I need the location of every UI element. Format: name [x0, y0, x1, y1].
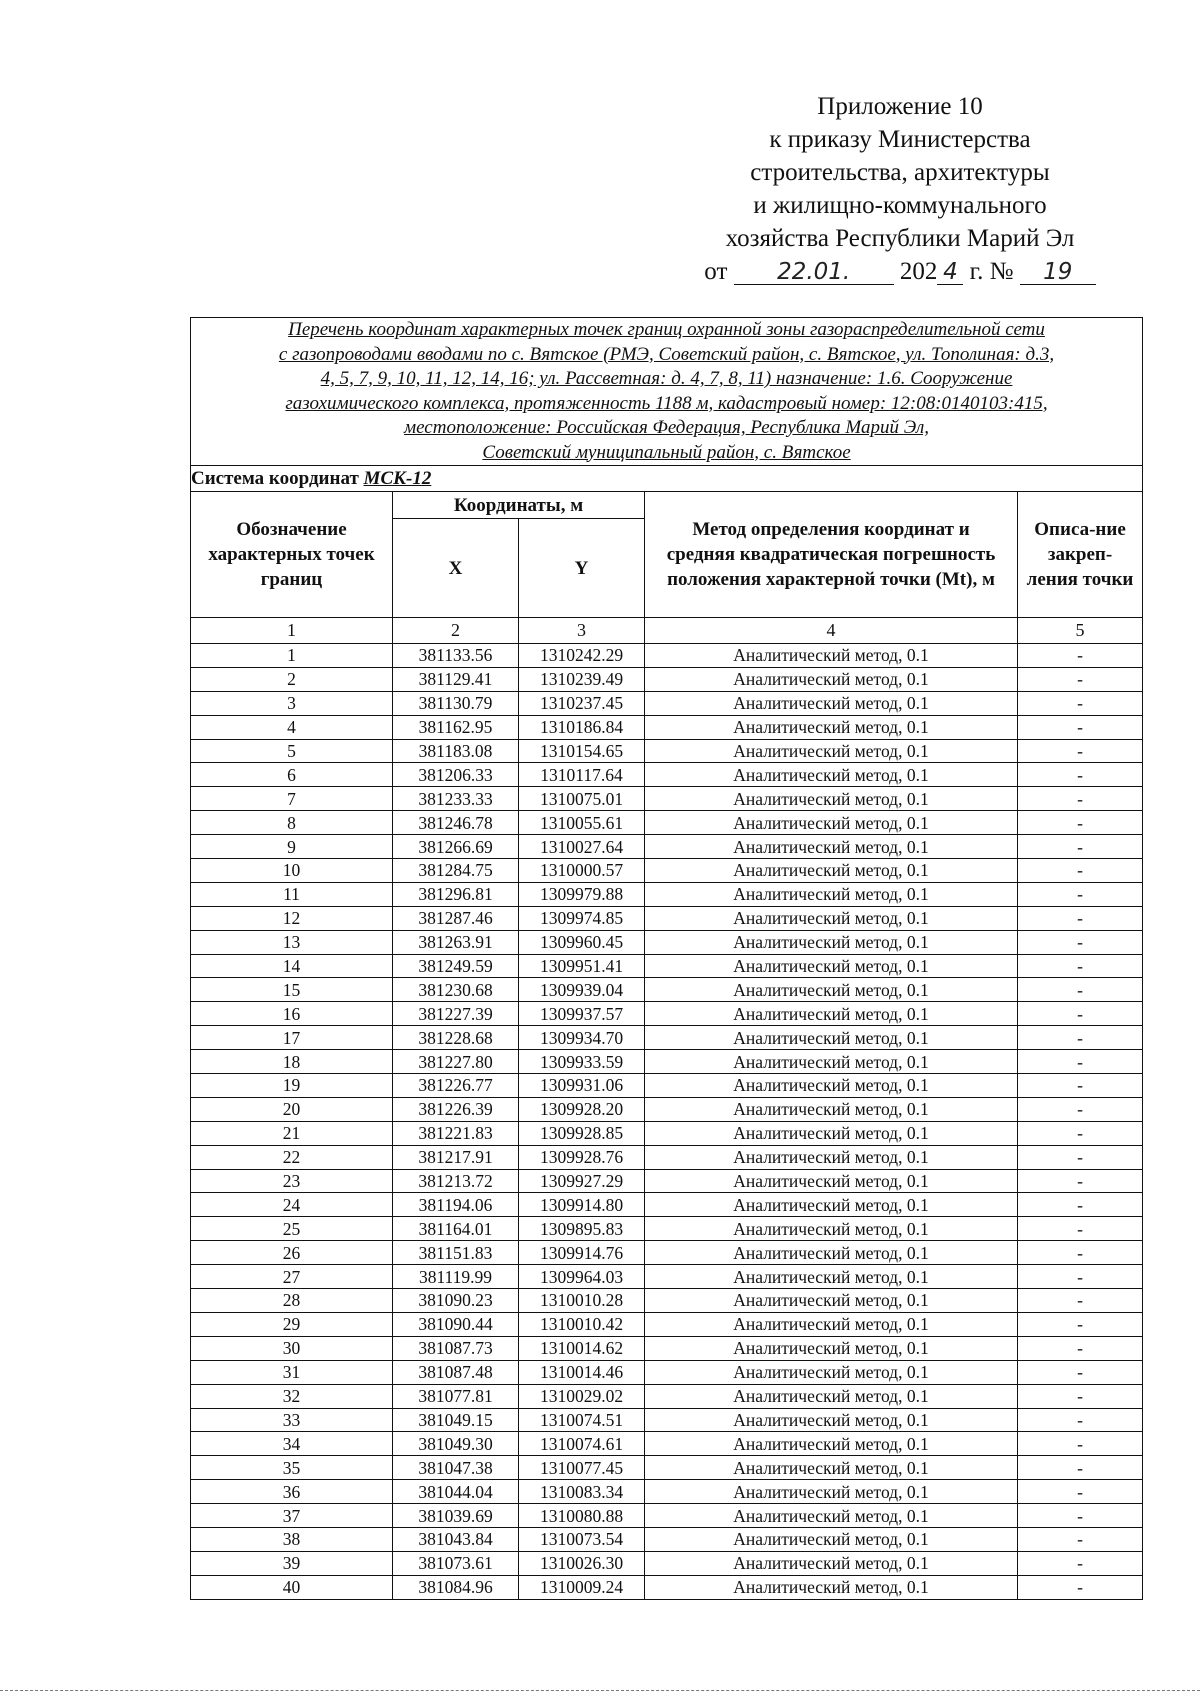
- handwritten-order-number: 19: [1020, 260, 1096, 285]
- table-row: [191, 978, 1143, 1002]
- coordinate-x: 381227.39: [393, 1002, 519, 1026]
- description: -: [1018, 882, 1143, 906]
- table-row: [191, 1193, 1143, 1217]
- title-line: газохимического комплекса, протяженность 1188 м, кадастровый номер: 12:08:0140103:415,: [285, 392, 1048, 414]
- coordinate-x: 381296.81: [393, 882, 519, 906]
- method: Аналитический метод, 0.1: [645, 882, 1018, 906]
- col-header-coordinates: Координаты, м: [393, 492, 645, 519]
- table-row: [191, 954, 1143, 978]
- description: -: [1018, 1074, 1143, 1098]
- coordinate-x: 381087.73: [393, 1336, 519, 1360]
- coordinate-y: 1309927.29: [519, 1169, 645, 1193]
- point-number: 15: [191, 978, 393, 1002]
- method: Аналитический метод, 0.1: [645, 1312, 1018, 1336]
- table-row: [191, 1241, 1143, 1265]
- header-line: к приказу Министерства: [769, 126, 1031, 153]
- point-number: 31: [191, 1360, 393, 1384]
- description: -: [1018, 978, 1143, 1002]
- table-row: [191, 906, 1143, 930]
- coordinate-y: 1310154.65: [519, 739, 645, 763]
- table-row: [191, 1551, 1143, 1575]
- method: Аналитический метод, 0.1: [645, 1241, 1018, 1265]
- coordinate-x: 381090.23: [393, 1289, 519, 1313]
- column-number-row: [191, 618, 1143, 644]
- description: -: [1018, 1336, 1143, 1360]
- description: -: [1018, 667, 1143, 691]
- coordinate-system-label: Система координат: [191, 467, 359, 489]
- point-number: 38: [191, 1527, 393, 1551]
- point-number: 2: [191, 667, 393, 691]
- method: Аналитический метод, 0.1: [645, 1527, 1018, 1551]
- coordinate-y: 1310074.61: [519, 1432, 645, 1456]
- title-line: местоположение: Российская Федерация, Республика Марий Эл,: [404, 417, 930, 438]
- method: Аналитический метод, 0.1: [645, 1026, 1018, 1050]
- header-line: строительства, архитектуры: [750, 159, 1050, 186]
- number-prefix: г. №: [969, 258, 1014, 285]
- header-line: хозяйства Республики Марий Эл: [725, 225, 1075, 252]
- coordinate-y: 1310077.45: [519, 1456, 645, 1480]
- coordinate-x: 381119.99: [393, 1265, 519, 1289]
- coordinate-x: 381049.15: [393, 1408, 519, 1432]
- column-number: 3: [519, 618, 645, 644]
- coordinate-system: [191, 466, 1143, 492]
- table-row: [191, 1145, 1143, 1169]
- coordinate-x: 381228.68: [393, 1026, 519, 1050]
- method: Аналитический метод, 0.1: [645, 644, 1018, 668]
- description: -: [1018, 1026, 1143, 1050]
- title-line: Советский муниципальный район, с. Вятское: [482, 441, 851, 463]
- coordinate-x: 381090.44: [393, 1312, 519, 1336]
- table-row: [191, 667, 1143, 691]
- method: Аналитический метод, 0.1: [645, 667, 1018, 691]
- description: -: [1018, 1527, 1143, 1551]
- method: Аналитический метод, 0.1: [645, 1002, 1018, 1026]
- description: -: [1018, 1050, 1143, 1074]
- description: -: [1018, 763, 1143, 787]
- table-row: [191, 1336, 1143, 1360]
- coordinate-x: 381044.04: [393, 1480, 519, 1504]
- coordinate-x: 381249.59: [393, 954, 519, 978]
- table-row: [191, 1217, 1143, 1241]
- point-number: 16: [191, 1002, 393, 1026]
- point-number: 12: [191, 906, 393, 930]
- coordinate-y: 1309928.85: [519, 1121, 645, 1145]
- description: -: [1018, 1169, 1143, 1193]
- description: -: [1018, 691, 1143, 715]
- coordinate-x: 381073.61: [393, 1551, 519, 1575]
- title-line: Перечень координат характерных точек границ охранной зоны газораспределительной сети: [288, 319, 1045, 340]
- description: -: [1018, 787, 1143, 811]
- header-line: Приложение 10: [817, 93, 983, 120]
- description: -: [1018, 1265, 1143, 1289]
- table-row: [191, 1408, 1143, 1432]
- coordinate-x: 381039.69: [393, 1504, 519, 1528]
- method: Аналитический метод, 0.1: [645, 954, 1018, 978]
- coordinate-y: 1309914.76: [519, 1241, 645, 1265]
- method: Аналитический метод, 0.1: [645, 715, 1018, 739]
- coordinate-y: 1310026.30: [519, 1551, 645, 1575]
- point-number: 40: [191, 1575, 393, 1599]
- description: -: [1018, 930, 1143, 954]
- coordinate-x: 381266.69: [393, 835, 519, 859]
- table-row: [191, 1575, 1143, 1599]
- method: Аналитический метод, 0.1: [645, 691, 1018, 715]
- coordinate-x: 381151.83: [393, 1241, 519, 1265]
- coordinate-x: 381162.95: [393, 715, 519, 739]
- coordinate-x: 381084.96: [393, 1575, 519, 1599]
- table-row: [191, 1050, 1143, 1074]
- coordinate-y: 1309931.06: [519, 1074, 645, 1098]
- method: Аналитический метод, 0.1: [645, 1504, 1018, 1528]
- coordinate-y: 1309979.88: [519, 882, 645, 906]
- col-header-x: X: [393, 519, 519, 618]
- table-row: [191, 930, 1143, 954]
- column-number: 5: [1018, 618, 1143, 644]
- col-header-point: Обозначение характерных точек границ: [191, 492, 393, 618]
- coordinate-x: 381049.30: [393, 1432, 519, 1456]
- table-row: [191, 763, 1143, 787]
- coordinate-y: 1310242.29: [519, 644, 645, 668]
- coordinate-y: 1310117.64: [519, 763, 645, 787]
- coordinate-y: 1310239.49: [519, 667, 645, 691]
- column-number: 2: [393, 618, 519, 644]
- column-number: 4: [645, 618, 1018, 644]
- method: Аналитический метод, 0.1: [645, 787, 1018, 811]
- coordinate-y: 1309934.70: [519, 1026, 645, 1050]
- description: -: [1018, 906, 1143, 930]
- point-number: 24: [191, 1193, 393, 1217]
- point-number: 18: [191, 1050, 393, 1074]
- coordinate-y: 1309933.59: [519, 1050, 645, 1074]
- description: -: [1018, 1145, 1143, 1169]
- coordinate-y: 1310073.54: [519, 1527, 645, 1551]
- point-number: 9: [191, 835, 393, 859]
- coordinate-y: 1309928.76: [519, 1145, 645, 1169]
- description: -: [1018, 1360, 1143, 1384]
- description: -: [1018, 1002, 1143, 1026]
- description: -: [1018, 1312, 1143, 1336]
- coordinate-y: 1310014.46: [519, 1360, 645, 1384]
- title-line: 4, 5, 7, 9, 10, 11, 12, 14, 16; ул. Рассветная: д. 4, 7, 8, 11) назначение: 1.6. Сооружение: [320, 368, 1013, 389]
- table-row: [191, 859, 1143, 883]
- coordinate-x: 381221.83: [393, 1121, 519, 1145]
- description: -: [1018, 859, 1143, 883]
- description: -: [1018, 954, 1143, 978]
- coordinate-system-value: МСК-12: [363, 467, 432, 489]
- point-number: 4: [191, 715, 393, 739]
- coordinate-y: 1309895.83: [519, 1217, 645, 1241]
- method: Аналитический метод, 0.1: [645, 1360, 1018, 1384]
- coordinate-x: 381043.84: [393, 1527, 519, 1551]
- method: Аналитический метод, 0.1: [645, 1575, 1018, 1599]
- point-number: 20: [191, 1097, 393, 1121]
- method: Аналитический метод, 0.1: [645, 859, 1018, 883]
- table-row: [191, 1002, 1143, 1026]
- description: -: [1018, 1097, 1143, 1121]
- method: Аналитический метод, 0.1: [645, 1169, 1018, 1193]
- coordinate-x: 381087.48: [393, 1360, 519, 1384]
- description: -: [1018, 739, 1143, 763]
- coordinate-x: 381164.01: [393, 1217, 519, 1241]
- column-number: 1: [191, 618, 393, 644]
- date-prefix: от: [704, 258, 728, 285]
- col-header-y: Y: [519, 519, 645, 618]
- point-number: 36: [191, 1480, 393, 1504]
- table-row: [191, 1121, 1143, 1145]
- table-row: [191, 691, 1143, 715]
- handwritten-date: 22.01.: [734, 260, 894, 285]
- point-number: 25: [191, 1217, 393, 1241]
- point-number: 8: [191, 811, 393, 835]
- coordinates-table: [190, 317, 1143, 1600]
- point-number: 32: [191, 1384, 393, 1408]
- table-row: [191, 787, 1143, 811]
- coordinate-x: 381263.91: [393, 930, 519, 954]
- point-number: 33: [191, 1408, 393, 1432]
- coordinate-y: 1310075.01: [519, 787, 645, 811]
- coordinate-y: 1310029.02: [519, 1384, 645, 1408]
- appendix-header: [690, 90, 1110, 288]
- coordinate-y: 1309964.03: [519, 1265, 645, 1289]
- title-line: с газопроводами вводами по с. Вятское (РМЭ, Советский район, с. Вятское, ул. Тополиная: д.3,: [278, 343, 1055, 365]
- table-row: [191, 1074, 1143, 1098]
- method: Аналитический метод, 0.1: [645, 835, 1018, 859]
- coordinate-x: 381077.81: [393, 1384, 519, 1408]
- table-row: [191, 1265, 1143, 1289]
- description: -: [1018, 715, 1143, 739]
- method: Аналитический метод, 0.1: [645, 1432, 1018, 1456]
- coordinate-x: 381206.33: [393, 763, 519, 787]
- coordinate-y: 1310083.34: [519, 1480, 645, 1504]
- coordinate-y: 1310074.51: [519, 1408, 645, 1432]
- coordinate-x: 381246.78: [393, 811, 519, 835]
- coordinate-x: 381230.68: [393, 978, 519, 1002]
- point-number: 13: [191, 930, 393, 954]
- coordinate-y: 1310237.45: [519, 691, 645, 715]
- coordinate-x: 381287.46: [393, 906, 519, 930]
- table-row: [191, 1432, 1143, 1456]
- table-row: [191, 644, 1143, 668]
- method: Аналитический метод, 0.1: [645, 978, 1018, 1002]
- coordinate-y: 1309914.80: [519, 1193, 645, 1217]
- coordinate-x: 381129.41: [393, 667, 519, 691]
- table-row: [191, 1360, 1143, 1384]
- table-title: [191, 318, 1143, 466]
- order-date-line: [690, 255, 1110, 288]
- description: -: [1018, 835, 1143, 859]
- point-number: 1: [191, 644, 393, 668]
- point-number: 19: [191, 1074, 393, 1098]
- method: Аналитический метод, 0.1: [645, 1289, 1018, 1313]
- coordinate-y: 1310027.64: [519, 835, 645, 859]
- table-row: [191, 811, 1143, 835]
- description: -: [1018, 1384, 1143, 1408]
- description: -: [1018, 1480, 1143, 1504]
- coordinate-x: 381227.80: [393, 1050, 519, 1074]
- method: Аналитический метод, 0.1: [645, 930, 1018, 954]
- coordinate-x: 381233.33: [393, 787, 519, 811]
- coordinate-x: 381226.39: [393, 1097, 519, 1121]
- description: -: [1018, 1575, 1143, 1599]
- table-row: [191, 1504, 1143, 1528]
- table-body: [191, 644, 1143, 1600]
- description: -: [1018, 1504, 1143, 1528]
- method: Аналитический метод, 0.1: [645, 1097, 1018, 1121]
- method: Аналитический метод, 0.1: [645, 1456, 1018, 1480]
- method: Аналитический метод, 0.1: [645, 1551, 1018, 1575]
- point-number: 30: [191, 1336, 393, 1360]
- point-number: 6: [191, 763, 393, 787]
- point-number: 14: [191, 954, 393, 978]
- point-number: 5: [191, 739, 393, 763]
- table-row: [191, 715, 1143, 739]
- table-row: [191, 1384, 1143, 1408]
- table-row: [191, 739, 1143, 763]
- table-row: [191, 1527, 1143, 1551]
- coordinate-y: 1310009.24: [519, 1575, 645, 1599]
- point-number: 39: [191, 1551, 393, 1575]
- coordinate-x: 381194.06: [393, 1193, 519, 1217]
- coordinate-y: 1309974.85: [519, 906, 645, 930]
- header-line: и жилищно-коммунального: [753, 192, 1047, 219]
- table-row: [191, 1289, 1143, 1313]
- point-number: 11: [191, 882, 393, 906]
- coordinate-y: 1310010.42: [519, 1312, 645, 1336]
- method: Аналитический метод, 0.1: [645, 1145, 1018, 1169]
- description: -: [1018, 1456, 1143, 1480]
- coordinate-y: 1309951.41: [519, 954, 645, 978]
- coordinate-x: 381047.38: [393, 1456, 519, 1480]
- method: Аналитический метод, 0.1: [645, 906, 1018, 930]
- table-row: [191, 1312, 1143, 1336]
- point-number: 35: [191, 1456, 393, 1480]
- coordinate-y: 1309928.20: [519, 1097, 645, 1121]
- coordinate-y: 1310010.28: [519, 1289, 645, 1313]
- point-number: 17: [191, 1026, 393, 1050]
- point-number: 26: [191, 1241, 393, 1265]
- description: -: [1018, 1289, 1143, 1313]
- table-row: [191, 1097, 1143, 1121]
- description: -: [1018, 1551, 1143, 1575]
- method: Аналитический метод, 0.1: [645, 1050, 1018, 1074]
- page-bottom-rule: [0, 1690, 1200, 1691]
- point-number: 37: [191, 1504, 393, 1528]
- point-number: 22: [191, 1145, 393, 1169]
- method: Аналитический метод, 0.1: [645, 739, 1018, 763]
- coordinate-y: 1310080.88: [519, 1504, 645, 1528]
- method: Аналитический метод, 0.1: [645, 1121, 1018, 1145]
- coordinate-y: 1309937.57: [519, 1002, 645, 1026]
- table-row: [191, 1169, 1143, 1193]
- table-row: [191, 1456, 1143, 1480]
- point-number: 21: [191, 1121, 393, 1145]
- point-number: 27: [191, 1265, 393, 1289]
- method: Аналитический метод, 0.1: [645, 1193, 1018, 1217]
- description: -: [1018, 1432, 1143, 1456]
- coordinate-x: 381133.56: [393, 644, 519, 668]
- description: -: [1018, 644, 1143, 668]
- description: -: [1018, 1408, 1143, 1432]
- handwritten-year-digit: 4: [937, 260, 963, 285]
- table-row: [191, 1480, 1143, 1504]
- method: Аналитический метод, 0.1: [645, 1074, 1018, 1098]
- year-prefix: 202: [899, 258, 938, 285]
- method: Аналитический метод, 0.1: [645, 1408, 1018, 1432]
- method: Аналитический метод, 0.1: [645, 1217, 1018, 1241]
- method: Аналитический метод, 0.1: [645, 1384, 1018, 1408]
- description: -: [1018, 811, 1143, 835]
- coordinate-y: 1310055.61: [519, 811, 645, 835]
- coordinate-x: 381130.79: [393, 691, 519, 715]
- description: -: [1018, 1193, 1143, 1217]
- method: Аналитический метод, 0.1: [645, 1480, 1018, 1504]
- point-number: 7: [191, 787, 393, 811]
- coordinate-x: 381217.91: [393, 1145, 519, 1169]
- coordinate-x: 381183.08: [393, 739, 519, 763]
- coordinate-x: 381284.75: [393, 859, 519, 883]
- table-row: [191, 835, 1143, 859]
- point-number: 28: [191, 1289, 393, 1313]
- coordinate-y: 1310186.84: [519, 715, 645, 739]
- method: Аналитический метод, 0.1: [645, 811, 1018, 835]
- coordinate-x: 381213.72: [393, 1169, 519, 1193]
- method: Аналитический метод, 0.1: [645, 763, 1018, 787]
- coordinate-y: 1310000.57: [519, 859, 645, 883]
- description: -: [1018, 1241, 1143, 1265]
- col-header-description: Описа-ние закреп-ления точки: [1018, 492, 1143, 618]
- coordinate-y: 1309960.45: [519, 930, 645, 954]
- point-number: 29: [191, 1312, 393, 1336]
- method: Аналитический метод, 0.1: [645, 1265, 1018, 1289]
- point-number: 10: [191, 859, 393, 883]
- coordinate-y: 1309939.04: [519, 978, 645, 1002]
- point-number: 23: [191, 1169, 393, 1193]
- coordinate-x: 381226.77: [393, 1074, 519, 1098]
- description: -: [1018, 1217, 1143, 1241]
- description: -: [1018, 1121, 1143, 1145]
- point-number: 34: [191, 1432, 393, 1456]
- col-header-method: Метод определения координат и средняя квадратическая погрешность положения характерной точки (Mt), м: [645, 492, 1018, 618]
- table-row: [191, 1026, 1143, 1050]
- table-row: [191, 882, 1143, 906]
- point-number: 3: [191, 691, 393, 715]
- coordinate-y: 1310014.62: [519, 1336, 645, 1360]
- method: Аналитический метод, 0.1: [645, 1336, 1018, 1360]
